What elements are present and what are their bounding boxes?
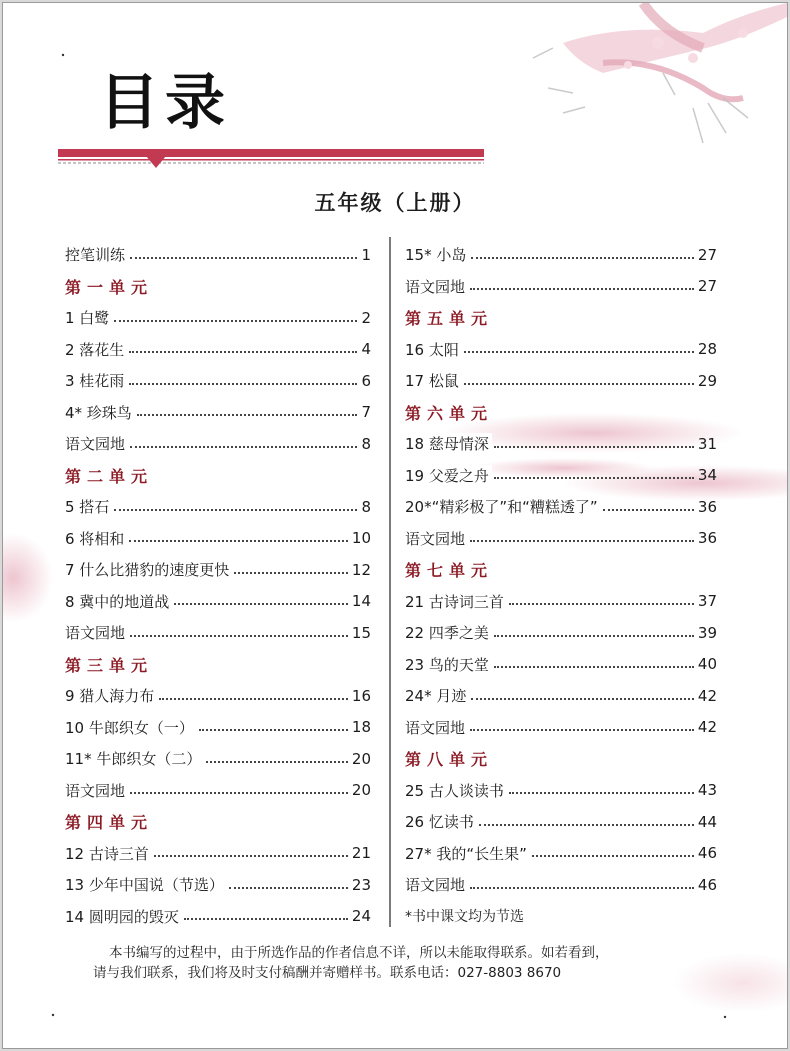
dot-leader <box>130 257 357 259</box>
entry-title: 22 四季之美 <box>405 622 492 643</box>
dot-leader <box>470 729 694 731</box>
toc-entry <box>65 617 371 649</box>
entry-page-number: 23 <box>351 875 371 894</box>
dot-leader <box>509 603 694 605</box>
dot-leader <box>130 635 348 637</box>
toc-entry <box>405 365 717 397</box>
unit-title: 第一单元 <box>65 277 154 297</box>
dot-leader <box>129 383 357 385</box>
toc-entry <box>65 239 371 271</box>
entry-title: 1 白鹭 <box>65 307 112 328</box>
entry-page-number: 8 <box>361 497 371 516</box>
toc-entry <box>405 586 717 618</box>
entry-page-number: 15 <box>351 623 371 642</box>
dot-leader <box>174 603 348 605</box>
dot-leader <box>130 792 348 794</box>
entry-page-number: 44 <box>697 812 717 831</box>
dot-leader <box>464 351 694 353</box>
toc-entry <box>65 586 371 618</box>
column-divider <box>389 237 391 927</box>
toc-left-column <box>65 239 371 932</box>
entry-title: 17 松鼠 <box>405 370 462 391</box>
entry-page-number: 10 <box>351 529 371 548</box>
entry-page-number: 2 <box>361 308 371 327</box>
toc-entry <box>405 271 717 303</box>
note-text: *书中课文均为节选 <box>405 909 524 926</box>
entry-title: 语文园地 <box>65 780 128 801</box>
page-title: 目录 <box>99 68 231 138</box>
toc-entry <box>405 239 717 271</box>
title-underline <box>58 149 488 173</box>
entry-page-number: 21 <box>351 844 371 863</box>
entry-title: 21 古诗词三首 <box>405 591 507 612</box>
entry-page-number: 18 <box>351 718 371 737</box>
entry-title: 语文园地 <box>405 874 468 895</box>
entry-page-number: 24 <box>351 907 371 926</box>
dot-leader <box>603 509 694 511</box>
dot-leader <box>234 572 348 574</box>
toc-entry <box>65 743 371 775</box>
entry-title: 16 太阳 <box>405 339 462 360</box>
footer-note <box>93 943 733 983</box>
toc-entry <box>65 901 371 933</box>
toc-page <box>2 2 788 1049</box>
dot-leader <box>471 257 694 259</box>
toc-entry <box>65 334 371 366</box>
entry-page-number: 29 <box>697 371 717 390</box>
entry-page-number: 34 <box>697 466 717 485</box>
entry-title: 9 猎人海力布 <box>65 685 157 706</box>
dot-leader <box>464 383 694 385</box>
entry-page-number: 36 <box>697 497 717 516</box>
dot-leader <box>229 887 348 889</box>
toc-entry <box>65 523 371 555</box>
entry-page-number: 1 <box>361 245 371 264</box>
grade-label: 五年级（上册） <box>314 190 476 215</box>
toc-entry <box>405 680 717 712</box>
toc-entry <box>65 775 371 807</box>
entry-page-number: 6 <box>361 371 371 390</box>
dot-leader <box>532 855 694 857</box>
unit-title: 第四单元 <box>65 813 154 833</box>
entry-title: 7 什么比猎豹的速度更快 <box>65 559 232 580</box>
unit-heading <box>65 806 371 838</box>
toc-entry <box>405 617 717 649</box>
entry-title: 15* 小岛 <box>405 244 469 265</box>
unit-heading <box>405 743 717 775</box>
entry-page-number: 27 <box>697 245 717 264</box>
unit-title: 第六单元 <box>405 403 494 423</box>
unit-title: 第七单元 <box>405 561 494 581</box>
entry-page-number: 46 <box>697 844 717 863</box>
toc-entry <box>65 397 371 429</box>
entry-page-number: 20 <box>351 749 371 768</box>
dot-leader <box>470 288 694 290</box>
dot-leader <box>471 698 694 700</box>
toc-entry <box>65 680 371 712</box>
entry-title: 25 古人谈读书 <box>405 780 507 801</box>
dot-leader <box>129 540 348 542</box>
dot-leader <box>129 351 357 353</box>
toc-entry <box>405 649 717 681</box>
entry-title: 27* 我的“长生果” <box>405 843 530 864</box>
entry-page-number: 42 <box>697 686 717 705</box>
entry-title: 2 落花生 <box>65 339 127 360</box>
entry-title: 语文园地 <box>65 622 128 643</box>
unit-heading <box>65 271 371 303</box>
entry-page-number: 40 <box>697 655 717 674</box>
entry-title: 12 古诗三首 <box>65 843 152 864</box>
entry-title: 14 圆明园的毁灭 <box>65 906 182 927</box>
entry-page-number: 4 <box>361 340 371 359</box>
entry-title: 20*“精彩极了”和“糟糕透了” <box>405 496 601 517</box>
grade-heading <box>3 187 787 217</box>
entry-title: 23 鸟的天堂 <box>405 654 492 675</box>
toc-right-column <box>405 239 717 932</box>
footer-line-2: 请与我们联系，我们将及时支付稿酬并寄赠样书。联系电话：027-8803 8670 <box>93 965 562 981</box>
entry-page-number: 43 <box>697 781 717 800</box>
entry-title: 控笔训练 <box>65 244 128 265</box>
toc-entry <box>405 838 717 870</box>
dot-leader <box>494 477 694 479</box>
dot-leader <box>206 761 348 763</box>
entry-title: 5 搭石 <box>65 496 112 517</box>
dot-leader <box>470 887 694 889</box>
entry-title: 19 父爱之舟 <box>405 465 492 486</box>
toc-entry <box>405 491 717 523</box>
toc-entry <box>65 869 371 901</box>
unit-title: 第五单元 <box>405 309 494 329</box>
unit-title: 第八单元 <box>405 750 494 770</box>
dot-leader <box>137 414 358 416</box>
dot-leader <box>470 540 694 542</box>
toc-entry <box>405 523 717 555</box>
toc-entry <box>405 334 717 366</box>
entry-page-number: 16 <box>351 686 371 705</box>
entry-title: 26 忆读书 <box>405 811 477 832</box>
dot-leader <box>114 509 357 511</box>
footer-line-1: 本书编写的过程中，由于所选作品的作者信息不详，所以未能取得联系。如若看到， <box>109 945 609 961</box>
toc-entry <box>405 806 717 838</box>
dot-leader <box>184 918 348 920</box>
entry-title: 语文园地 <box>405 276 468 297</box>
unit-title: 第二单元 <box>65 466 154 486</box>
entry-page-number: 20 <box>351 781 371 800</box>
entry-page-number: 27 <box>697 277 717 296</box>
entry-page-number: 39 <box>697 623 717 642</box>
entry-title: 语文园地 <box>405 717 468 738</box>
unit-heading <box>405 397 717 429</box>
dot-leader <box>130 446 357 448</box>
toc-entry <box>65 365 371 397</box>
toc-entry <box>405 712 717 744</box>
entry-title: 10 牛郎织女（一） <box>65 717 197 738</box>
toc-entry <box>405 869 717 901</box>
toc-entry <box>65 838 371 870</box>
toc-note <box>405 901 717 933</box>
entry-title: 6 将相和 <box>65 528 127 549</box>
entry-title: 13 少年中国说（节选） <box>65 874 227 895</box>
entry-page-number: 28 <box>697 340 717 359</box>
unit-heading <box>405 554 717 586</box>
toc-entry <box>405 460 717 492</box>
entry-page-number: 7 <box>361 403 371 422</box>
entry-title: 18 慈母情深 <box>405 433 492 454</box>
entry-title: 4* 珍珠鸟 <box>65 402 135 423</box>
entry-title: 24* 月迹 <box>405 685 469 706</box>
entry-page-number: 8 <box>361 434 371 453</box>
unit-title: 第三单元 <box>65 655 154 675</box>
toc-entry <box>65 712 371 744</box>
entry-title: 8 冀中的地道战 <box>65 591 172 612</box>
toc-entry <box>65 491 371 523</box>
dot-leader <box>114 320 357 322</box>
entry-title: 3 桂花雨 <box>65 370 127 391</box>
entry-title: 语文园地 <box>65 433 128 454</box>
dot-leader <box>509 792 694 794</box>
entry-page-number: 14 <box>351 592 371 611</box>
dot-leader <box>494 635 694 637</box>
dot-leader <box>199 729 348 731</box>
toc-entry <box>65 302 371 334</box>
toc-entry <box>65 554 371 586</box>
entry-page-number: 37 <box>697 592 717 611</box>
dot-leader <box>494 446 694 448</box>
entry-page-number: 36 <box>697 529 717 548</box>
toc-entry <box>65 428 371 460</box>
unit-heading <box>405 302 717 334</box>
unit-heading <box>65 460 371 492</box>
toc-entry <box>405 428 717 460</box>
entry-page-number: 31 <box>697 434 717 453</box>
entry-title: 语文园地 <box>405 528 468 549</box>
dot-leader <box>479 824 694 826</box>
toc-entry <box>405 775 717 807</box>
entry-title: 11* 牛郎织女（二） <box>65 748 204 769</box>
dot-leader <box>154 855 348 857</box>
dot-leader <box>159 698 348 700</box>
dot-leader <box>494 666 694 668</box>
entry-page-number: 42 <box>697 718 717 737</box>
entry-page-number: 12 <box>351 560 371 579</box>
entry-page-number: 46 <box>697 875 717 894</box>
unit-heading <box>65 649 371 681</box>
